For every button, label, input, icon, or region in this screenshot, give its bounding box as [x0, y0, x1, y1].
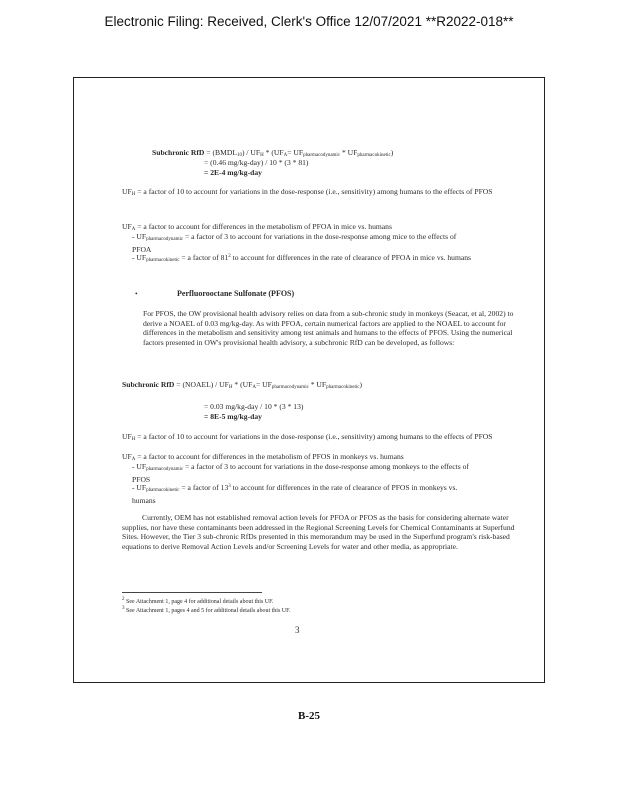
eq2-line2: = 0.03 mg/kg-day / 10 * (3 * 13)	[204, 402, 304, 411]
footnote-ref: 3	[228, 484, 231, 489]
ufa-text: = a factor of 3 to account for variations in the dose-response among monkeys to the effects of PFOS	[132, 462, 469, 484]
eq1-label: Subchronic RfD	[152, 148, 205, 157]
ufa-text: = a factor to account for differences in the metabolism of PFOA in mice vs. humans	[135, 222, 392, 231]
ufh-sub: H	[131, 437, 136, 442]
ufa-text: - UF	[132, 483, 147, 492]
ufh-text: UF	[122, 432, 132, 441]
ufa-sub: pharmacokinetic	[146, 258, 180, 263]
ufa-sub: pharmacokinetic	[146, 488, 180, 493]
ufa-pharmacokinetic-1	[132, 252, 472, 266]
footnote-number: 2	[122, 597, 125, 602]
eq1-sub: pharmacokinetic	[357, 153, 391, 158]
ufa-sub: A	[131, 227, 136, 232]
ufa-sub: pharmacodynamic	[146, 237, 184, 242]
footnote	[122, 605, 527, 615]
ufh-text: = a factor of 10 to account for variations in the dose-response (i.e., sensitivity) among humans to the effects of PFOS	[135, 432, 493, 441]
eq2-text: = UF	[255, 380, 272, 389]
footnote-ref: 2	[228, 254, 231, 259]
eq2-sub: A	[252, 385, 256, 390]
eq2-text: = (NOAEL) / UF	[174, 380, 229, 389]
eq1-text: * (UF	[263, 148, 284, 157]
eq1-result: = 2E-4 mg/kg-day	[204, 168, 262, 177]
memo-page-number: 3	[295, 625, 300, 635]
eq1-text: * UF	[340, 148, 358, 157]
exhibit-page-label: B-25	[298, 710, 320, 722]
ufa-text: = a factor of 81	[179, 253, 229, 262]
eq1-text: )	[390, 148, 394, 157]
filing-header: Electronic Filing: Received, Clerk's Office 12/07/2021 **R2022-018**	[104, 14, 514, 29]
ufa-pharmacodynamic-2	[132, 462, 477, 484]
ufa-pharmacodynamic-1	[132, 232, 472, 254]
eq1-sub: A	[283, 153, 288, 158]
eq2-sub: pharmacodynamic	[271, 385, 309, 390]
eq2-result: = 8E-5 mg/kg-day	[204, 412, 262, 421]
eq2-line1	[122, 380, 527, 393]
eq1-sub: pharmacodynamic	[303, 153, 341, 158]
memo-page	[73, 77, 545, 683]
eq2-text: * UF	[308, 380, 327, 389]
section-heading: Perfluorooctane Sulfonate (PFOS)	[177, 289, 295, 298]
ufa-text: = a factor of 3 to account for variations in the dose-response among mice to the effects of PFOA	[132, 232, 457, 254]
footnote-rule	[122, 592, 262, 593]
ufh-definition-2	[122, 432, 502, 445]
eq1-sub: 10	[236, 153, 242, 158]
eq2-sub: pharmacokinetic	[326, 385, 360, 390]
eq2-text: )	[359, 380, 362, 389]
eq1-line2: = (0.46 mg/kg-day) / 10 * (3 * 81)	[204, 158, 309, 167]
eq2-text: * (UF	[232, 380, 253, 389]
ufa-text: UF	[122, 452, 132, 461]
ufh-sub: H	[131, 192, 136, 197]
ufh-text: = a factor of 10 to account for variations in the dose-response (i.e., sensitivity) among humans to the effects of PFOS	[135, 187, 493, 196]
ufa-text: UF	[122, 222, 132, 231]
eq1-text: = (BMDL	[204, 148, 237, 157]
footnote-text: See Attachment 1, pages 4 and 5 for additional details about this UF.	[124, 608, 291, 614]
eq1-sub: H	[260, 153, 264, 158]
eq2-sub: H	[228, 385, 233, 390]
eq1-text: = UF	[287, 148, 304, 157]
ufa-sub: A	[131, 457, 136, 462]
eq1-text: ) / UF	[241, 148, 261, 157]
section-bullet: •	[135, 289, 138, 298]
footnote-text: See Attachment 1, page 4 for additional details about this UF.	[124, 599, 274, 605]
ufh-text: UF	[122, 187, 132, 196]
eq2-label: Subchronic RfD	[122, 380, 175, 389]
pfos-paragraph: For PFOS, the OW provisional health advisory relies on data from a sub-chronic study in monkeys (Seacat, et al, 2002) to derive a NOAEL of 0.03 mg/kg-day. As with PFOA, certain numerical factors are applied to the NOAEL to account for differences in the metabolism and sensitivity among test animals and humans to the effects of PFOS. Using the numerical factors presented in OW's provisional health advisory, a subchronic RfD can be developed, as follows:	[143, 309, 514, 347]
ufa-sub: pharmacodynamic	[146, 467, 184, 472]
ufa-text: to account for differences in the rate of clearance of PFOA in mice vs. humans	[230, 253, 471, 262]
ufa-text: - UF	[132, 253, 147, 262]
ufa-text: = a factor of 13	[179, 483, 229, 492]
conclusion-paragraph: Currently, OEM has not established removal action levels for PFOA or PFOS as the basis for considering alternate water supplies, nor have these contaminants been addressed in the Regional Screening Levels for Chemical Contaminants at Superfund Sites. However, the Tier 3 sub-chronic RfDs presented in this memorandum may be used in the Superfund program's risk-based equations to derive Removal Action Levels and/or Screening Levels for water and other media, as appropriate.	[122, 513, 515, 551]
ufa-text: = a factor to account for differences in the metabolism of PFOS in monkeys vs. humans	[135, 452, 404, 461]
ufh-definition-1	[122, 187, 502, 200]
ufa-text: - UF	[132, 462, 147, 471]
ufa-text: - UF	[132, 232, 147, 241]
ufa-text: to account for differences in the rate of clearance of PFOS in monkeys vs. humans	[132, 483, 458, 505]
footnote-number: 3	[122, 606, 125, 611]
ufa-pharmacokinetic-2	[132, 482, 477, 505]
